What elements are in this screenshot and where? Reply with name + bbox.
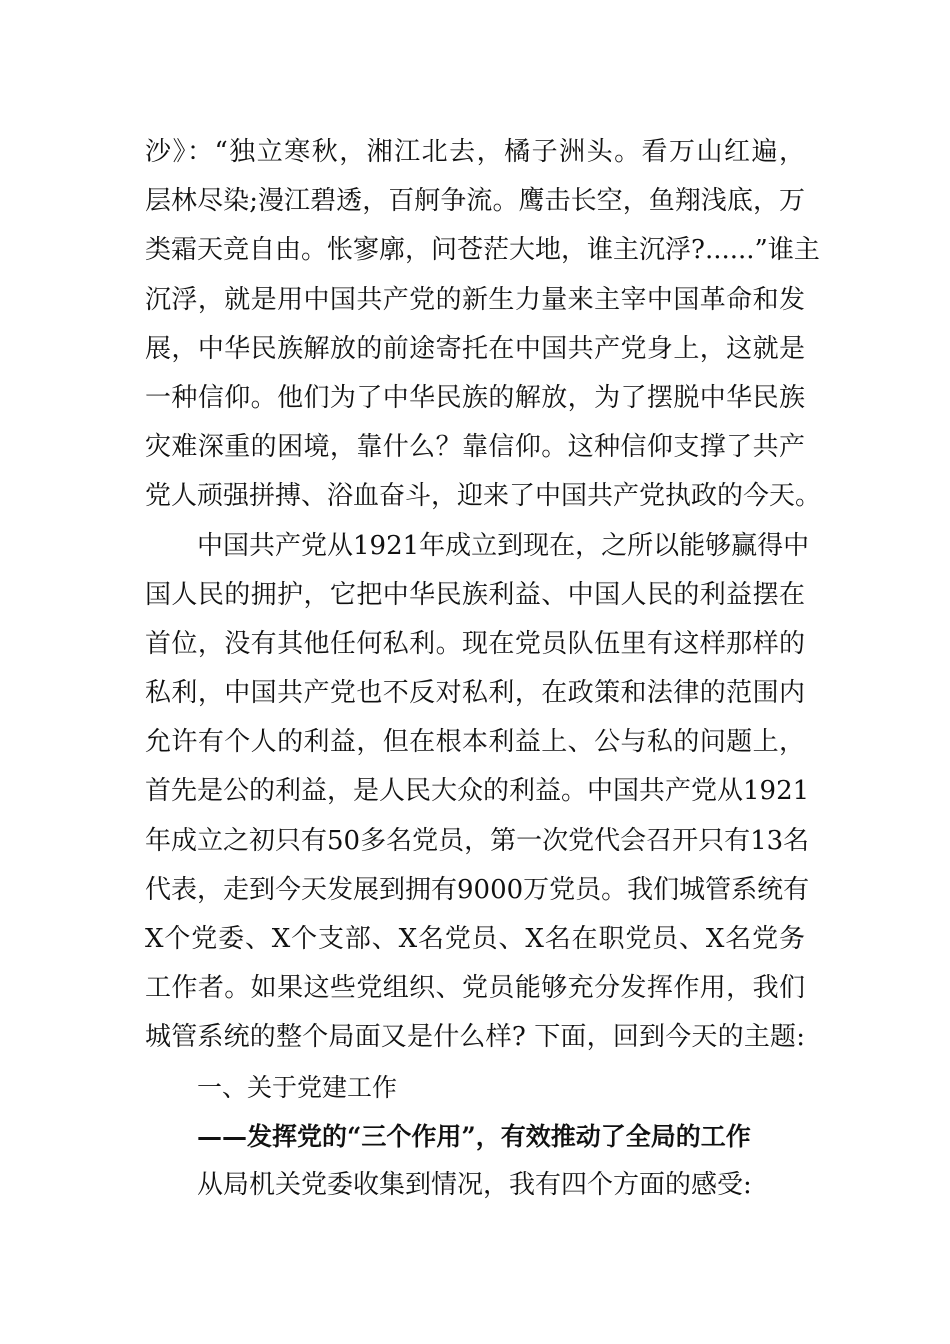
text-line: 城管系统的整个局面又是什么样? 下面，回到今天的主题:: [145, 1022, 805, 1053]
text-line: 代表，走到今天发展到拥有9000万党员。我们城管系统有: [145, 874, 810, 905]
text-line: 一种信仰。他们为了中华民族的解放，为了摆脱中华民族: [145, 382, 805, 413]
text-line: 党人顽强拼搏、浴血奋斗，迎来了中国共产党执政的今天。: [145, 481, 822, 512]
text-line: 工作者。如果这些党组织、党员能够充分发挥作用，我们: [145, 973, 805, 1004]
text-line: 私利，中国共产党也不反对私利，在政策和法律的范围内: [145, 678, 805, 709]
text-line: 灾难深重的困境，靠什么？靠信仰。这种信仰支撑了共产: [145, 432, 805, 463]
text-line: 允许有个人的利益，但在根本利益上、公与私的问题上，: [145, 727, 805, 758]
paragraph-first-line: 中国共产党从1921年成立到现在，之所以能够赢得中: [197, 530, 810, 561]
text-line: 年成立之初只有50多名党员，第一次党代会召开只有13名: [145, 825, 810, 856]
text-line: 首先是公的利益，是人民大众的利益。中国共产党从1921: [145, 776, 810, 807]
section-subheading: ——发挥党的“三个作用”，有效推动了全局的工作: [197, 1121, 751, 1151]
text-line: 展，中华民族解放的前途寄托在中国共产党身上，这就是: [145, 333, 805, 364]
text-line: 层林尽染;漫江碧透，百舸争流。鹰击长空，鱼翔浅底，万: [145, 186, 805, 217]
text-line: X个党委、X个支部、X名党员、X名在职党员、X名党务: [145, 924, 805, 954]
document-body: [145, 128, 822, 1210]
section-heading: 一、关于党建工作: [197, 1072, 398, 1102]
text-line: 首位，没有其他任何私利。现在党员队伍里有这样那样的: [145, 628, 805, 659]
text-line: 沙》：“独立寒秋，湘江北去，橘子洲头。看万山红遍，: [145, 137, 805, 167]
text-line: 国人民的拥护，它把中华民族利益、中国人民的利益摆在: [145, 579, 805, 610]
text-line: 类霜天竞自由。怅寥廓，问苍茫大地，谁主沉浮?......”谁主: [145, 235, 820, 266]
text-line: 沉浮，就是用中国共产党的新生力量来主宰中国革命和发: [145, 284, 805, 315]
paragraph-first-line: 从局机关党委收集到情况，我有四个方面的感受:: [197, 1169, 752, 1200]
